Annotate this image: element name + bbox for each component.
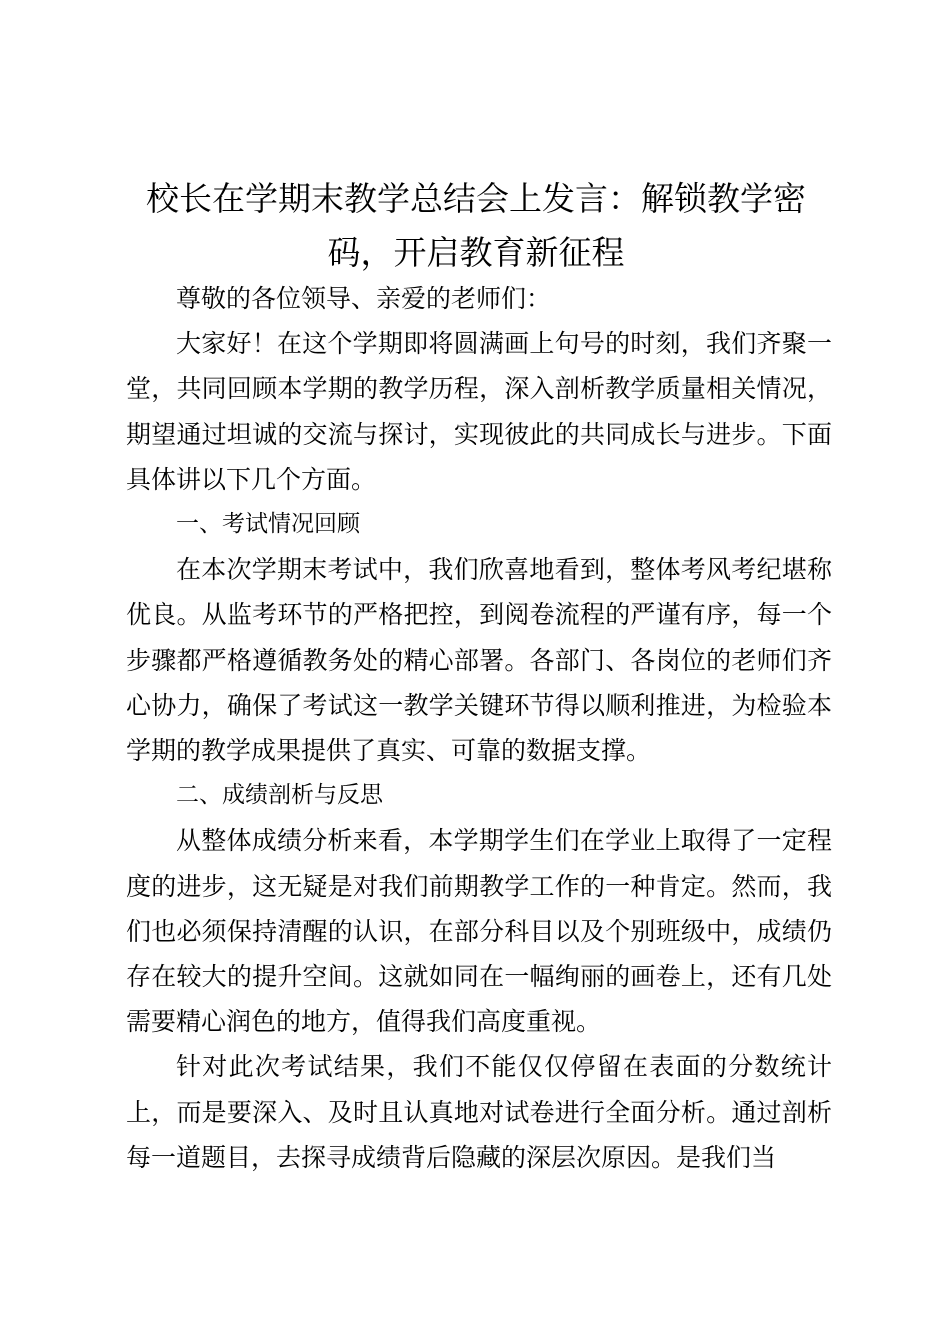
section-heading-exam-review: 一、考试情况回顾 (176, 511, 360, 538)
score-analysis-paragraph: 从整体成绩分析来看，本学期学生们在学业上取得了一定程度的进步，这无疑是对我们前期教学工作的一种肯定。然而，我们也必须保持清醒的认识，在部分科目以及个别班级中，成绩仍存在较大的提升空间。这就如同在一幅绚丽的画卷上，还有几处需要精心润色的地方，值得我们高度重视。 (126, 826, 832, 1037)
greeting-paragraph: 尊敬的各位领导、亲爱的老师们： (176, 284, 552, 313)
document-title: 校长在学期末教学总结会上发言：解锁教学密码，开启教育新征程 (146, 179, 806, 272)
exam-result-paragraph: 针对此次考试结果，我们不能仅仅停留在表面的分数统计上，而是要深入、及时且认真地对试卷进行全面分析。通过剖析每一道题目，去探寻成绩背后隐藏的深层次原因。是我们当 (126, 1052, 832, 1172)
section-heading-score-analysis: 二、成绩剖析与反思 (176, 782, 383, 809)
document-body (126, 276, 832, 1180)
exam-review-paragraph: 在本次学期末考试中，我们欣喜地看到，整体考风考纪堪称优良。从监考环节的严格把控，到阅卷流程的严谨有序，每一个步骤都严格遵循教务处的精心部署。各部门、各岗位的老师们齐心协力，确保了考试这一教学关键环节得以顺利推进，为检验本学期的教学成果提供了真实、可靠的数据支撑。 (126, 555, 832, 766)
intro-paragraph: 大家好！在这个学期即将圆满画上句号的时刻，我们齐聚一堂，共同回顾本学期的教学历程，深入剖析教学质量相关情况，期望通过坦诚的交流与探讨，实现彼此的共同成长与进步。下面具体讲以下几个方面。 (126, 329, 832, 494)
